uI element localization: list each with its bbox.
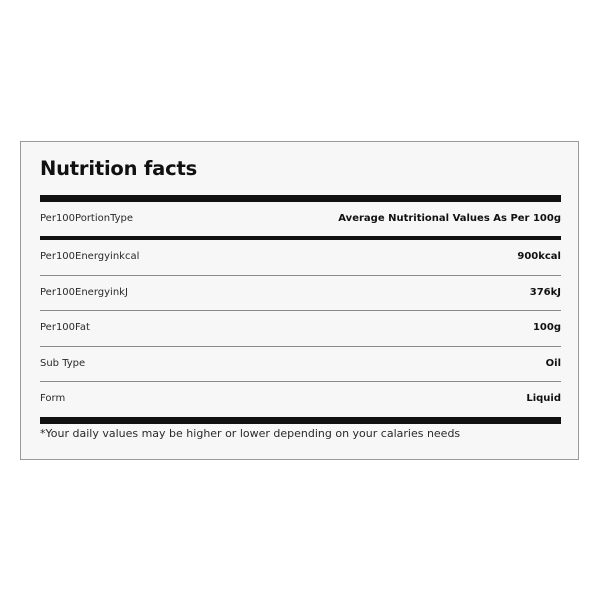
nutrient-value: 900kcal [517, 251, 561, 262]
daily-values-footnote: *Your daily values may be higher or lower depending on your calaries needs [40, 427, 461, 440]
nutrient-value: 100g [532, 322, 561, 333]
nutrient-value: 376kJ [529, 287, 561, 298]
nutrient-row [40, 357, 561, 371]
portion-type-value: Average Nutritional Values As Per 100g [338, 213, 561, 224]
nutrient-label: Per100Energyinkcal [40, 251, 140, 262]
nutrient-label: Per100EnergyinkJ [40, 287, 128, 298]
portion-type-label: Per100PortionType [40, 213, 134, 224]
nutrition-facts-panel [20, 141, 579, 460]
row-divider [40, 381, 561, 382]
nutrient-row [40, 250, 561, 264]
nutrient-value: Liquid [526, 393, 561, 404]
nutrient-row [40, 286, 561, 300]
nutrient-row [40, 321, 561, 335]
nutrient-value: Oil [545, 358, 561, 369]
thick-divider-middle [40, 236, 561, 240]
nutrient-label: Form [40, 393, 66, 404]
nutrient-label: Sub Type [40, 358, 86, 369]
portion-type-row [40, 212, 561, 226]
thick-divider-bottom [40, 417, 561, 424]
row-divider [40, 310, 561, 311]
nutrient-label: Per100Fat [40, 322, 90, 333]
row-divider [40, 275, 561, 276]
row-divider [40, 346, 561, 347]
nutrition-title: Nutrition facts [40, 157, 198, 180]
nutrient-row [40, 392, 561, 406]
thick-divider-top [40, 195, 561, 202]
